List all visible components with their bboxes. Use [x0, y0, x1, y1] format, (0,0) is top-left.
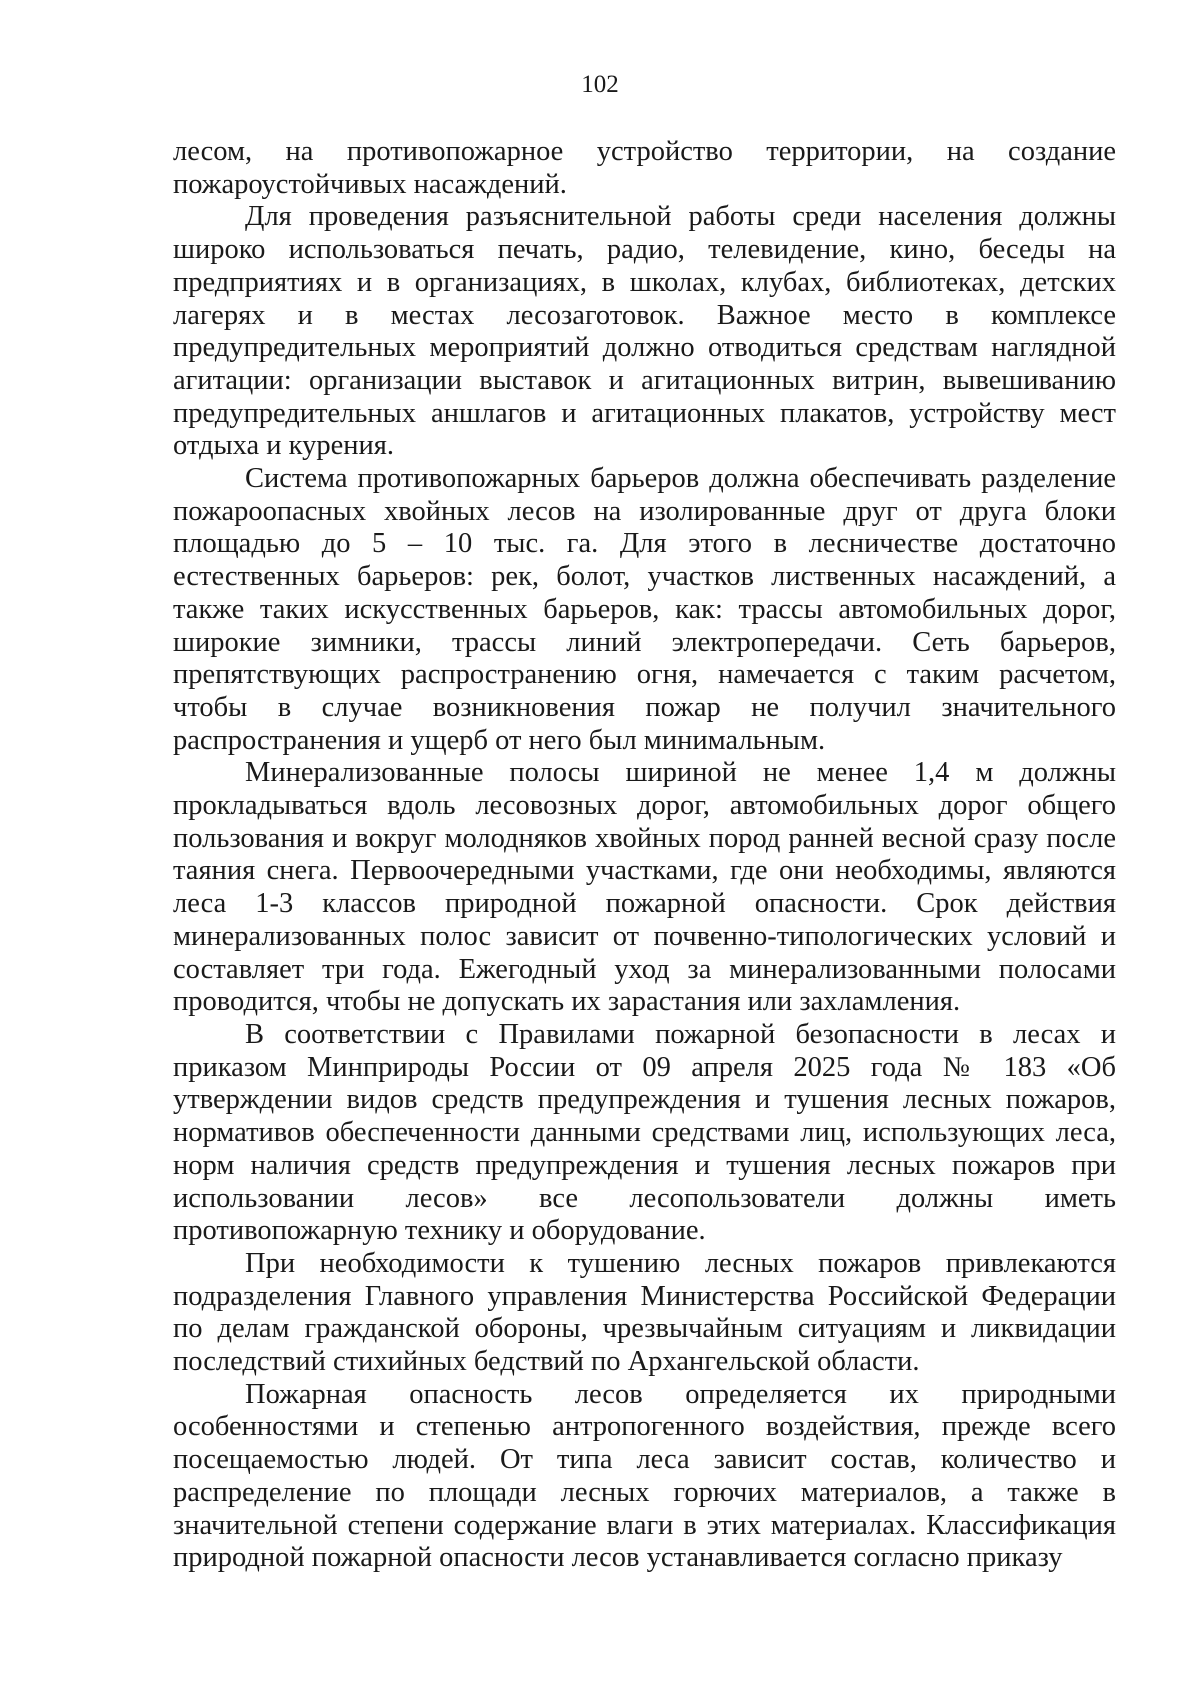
page-number: 102 — [581, 71, 619, 98]
paragraph-fire-rules: В соответствии с Правилами пожарной безопасности в лесах и приказом Минприроды России от 09 апреля 2025 года № 183 «Об утверждении видов средств предупреждения и тушения лесных пожаров, нормативов обеспеченности данными средствами лиц, использующих леса, норм наличия средств предупреждения и тушения лесных пожаров при использовании лесов» все лесопользователи должны иметь противопожарную технику и оборудование. — [173, 1018, 1116, 1247]
paragraph-mineralized-strips: Минерализованные полосы шириной не менее 1,4 м должны прокладываться вдоль лесовозных дорог, автомобильных дорог общего пользования и вокруг молодняков хвойных пород ранней весной сразу после таяния снега. Первоочередными участками, где они необходимы, являются леса 1-3 классов природной пожарной опасности. Срок действия минерализованных полос зависит от почвенно-типологических условий и составляет три года. Ежегодный уход за минерализованными полосами проводится, чтобы не допускать их зарастания или захламления. — [173, 757, 1116, 1018]
paragraph-continuation: лесом, на противопожарное устройство территории, на создание пожароустойчивых насаждений. — [173, 136, 1116, 200]
paragraph-fire-danger: Пожарная опасность лесов определяется их природными особенностями и степенью антропогенного воздействия, прежде всего посещаемостью людей. От типа леса зависит состав, количество и распределение по площади лесных горючих материалов, а также в значительной степени содержание влаги в этих материалах. Классификация природной пожарной опасности лесов устанавливается согласно приказу — [173, 1378, 1116, 1574]
paragraph-explanatory-work: Для проведения разъяснительной работы среди населения должны широко использоваться печать, радио, телевидение, кино, беседы на предприятиях и в организациях, в школах, клубах, библиотеках, детских лагерях и в местах лесозаготовок. Важное место в комплексе предупредительных мероприятий должно отводиться средствам наглядной агитации: организации выставок и агитационных витрин, вывешиванию предупредительных аншлагов и агитационных плакатов, устройству мест отдыха и курения. — [173, 201, 1116, 462]
paragraph-emergency-ministry: При необходимости к тушению лесных пожаров привлекаются подразделения Главного управления Министерства Российской Федерации по делам гражданской обороны, чрезвычайным ситуациям и ликвидации последствий стихийных бедствий по Архангельской области. — [173, 1247, 1116, 1378]
body-text — [173, 136, 1116, 1575]
paragraph-fire-barriers: Система противопожарных барьеров должна обеспечивать разделение пожароопасных хвойных лесов на изолированные друг от друга блоки площадью до 5 – 10 тыс. га. Для этого в лесничестве достаточно естественных барьеров: рек, болот, участков лиственных насаждений, а также таких искусственных барьеров, как: трассы автомобильных дорог, широкие зимники, трассы линий электропередачи. Сеть барьеров, препятствующих распространению огня, намечается с таким расчетом, чтобы в случае возникновения пожар не получил значительного распространения и ущерб от него был минимальным. — [173, 463, 1116, 756]
